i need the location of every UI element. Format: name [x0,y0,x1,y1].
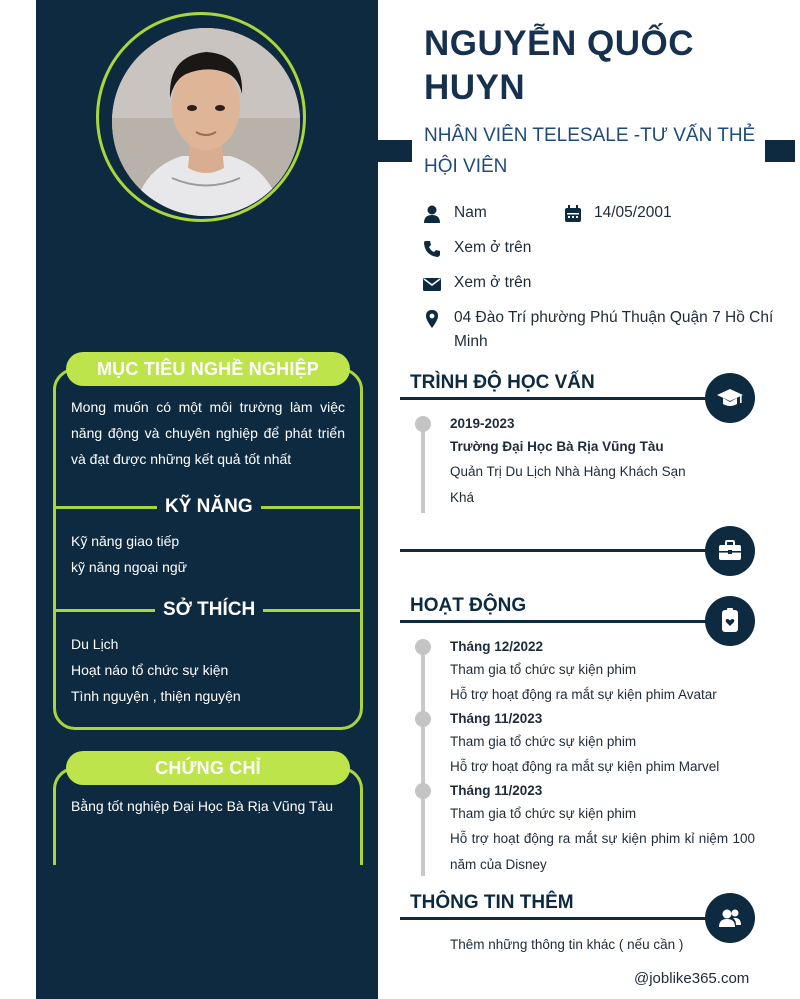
activities-title: HOẠT ĐỘNG [410,595,527,616]
timeline-dot [415,639,431,655]
timeline-dot [415,711,431,727]
activity-line: Hỗ trợ hoạt động ra mắt sự kiện phim Avatar [450,687,717,702]
location-pin-icon [422,309,442,329]
activity-date: Tháng 11/2023 [450,783,543,798]
experience-icon-badge [705,526,755,576]
briefcase-icon [716,537,744,565]
phone-icon [422,239,442,259]
hobbies-title: SỞ THÍCH [155,599,263,621]
envelope-icon [422,274,442,294]
skills-title: KỸ NĂNG [157,496,261,518]
activities-underline [400,620,720,623]
certificate-item: Bằng tốt nghiệp Đại Học Bà Rịa Vũng Tàu [71,798,334,814]
education-title: TRÌNH ĐỘ HỌC VẤN [410,372,595,393]
objective-text: Mong muốn có một môi trường làm việc năng động và chuyên nghiệp để phát triển và đạt được những kết quả tốt nhất [71,399,345,467]
education-timeline [421,423,425,513]
activity-line: Hỗ trợ hoạt động ra mắt sự kiện phim kỉ niệm 100 năm của Disney [450,831,755,872]
watermark: @joblike365.com [634,970,750,987]
skill-item: kỹ năng ngoại ngữ [71,559,188,575]
hobby-item: Hoạt náo tổ chức sự kiện [71,662,229,678]
education-period: 2019-2023 [450,416,515,431]
education-grade: Khá [450,490,475,505]
timeline-dot [415,783,431,799]
education-underline [400,397,720,400]
activity-line: Tham gia tổ chức sự kiện phim [450,806,637,821]
phone-value: Xem ở trên [454,239,532,256]
extra-title: THÔNG TIN THÊM [410,892,574,913]
activity-date: Tháng 11/2023 [450,711,543,726]
hobby-item: Du Lịch [71,636,119,652]
education-icon-badge [705,373,755,423]
accent-bar-left [378,140,412,162]
extra-text: Thêm những thông tin khác ( nếu cần ) [450,937,684,952]
activity-date: Tháng 12/2022 [450,639,544,654]
activities-timeline [421,646,425,876]
user-icon [422,204,442,224]
candidate-name: NGUYỄN QUỐC HUYN [424,24,694,107]
activity-line: Tham gia tổ chức sự kiện phim [450,662,637,677]
birthday-value: 14/05/2001 [594,204,672,221]
badge-icon [717,607,743,635]
calendar-icon [563,204,583,224]
graduation-cap-icon [716,384,744,412]
hobby-item: Tình nguyện , thiện nguyện [71,688,241,704]
timeline-dot [415,416,431,432]
extra-underline [400,917,720,920]
activity-line: Hỗ trợ hoạt động ra mắt sự kiện phim Marvel [450,759,720,774]
education-school: Trường Đại Học Bà Rịa Vũng Tàu [450,439,664,454]
accent-bar-right [765,140,795,162]
users-icon [716,904,744,932]
avatar [112,28,300,216]
email-value: Xem ở trên [454,274,532,291]
experience-underline [400,549,720,552]
education-major: Quản Trị Du Lịch Nhà Hàng Khách Sạn [450,464,686,479]
certificates-title: CHỨNG CHỈ [66,751,350,785]
address-value: 04 Đào Trí phường Phú Thuận Quận 7 Hồ Chí Minh [454,309,774,350]
activity-line: Tham gia tổ chức sự kiện phim [450,734,637,749]
extra-icon-badge [705,893,755,943]
avatar-photo [112,28,300,216]
job-title: NHÂN VIÊN TELESALE -TƯ VẤN THẺ HỘI VIÊN [424,125,756,177]
skill-item: Kỹ năng giao tiếp [71,533,180,549]
objective-title: MỤC TIÊU NGHỀ NGHIỆP [66,352,350,386]
gender-value: Nam [454,204,487,221]
activities-icon-badge [705,596,755,646]
